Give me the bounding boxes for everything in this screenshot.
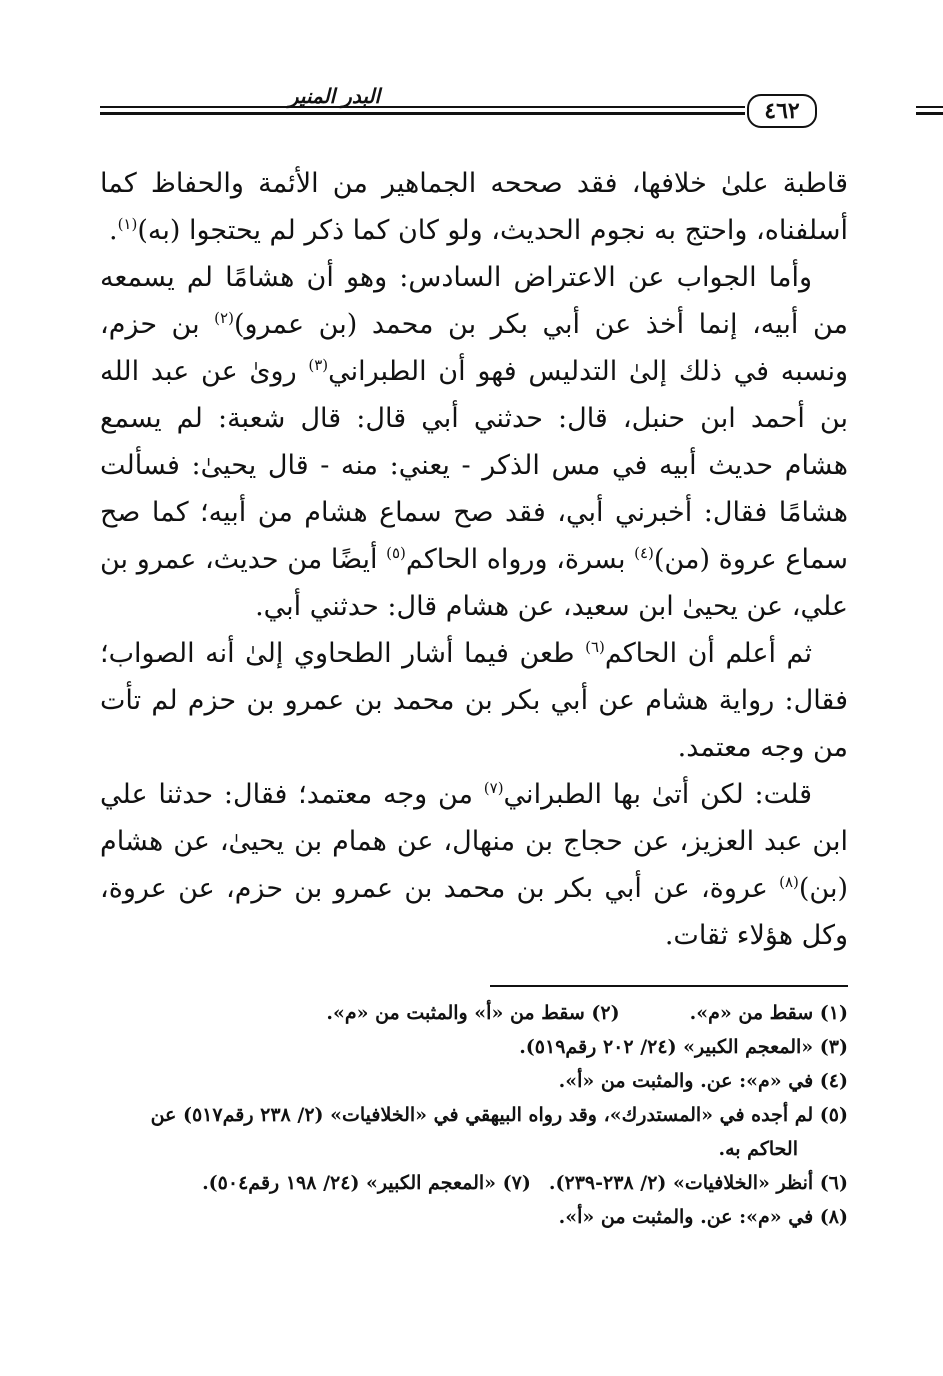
page-header [100,86,848,138]
footnote-row [100,1200,848,1234]
paragraph [100,254,848,630]
footnote-row [100,1030,848,1064]
paragraph-text: وأما الجواب عن الاعتراض السادس: وهو أن هشامًا لم يسمعه من أبيه، إنما أخذ عن أبي بكر بن محمد (بن عمرو) [100,262,848,340]
footnote: (٨) في «م»: عن. والمثبت من «أ». [558,1206,848,1228]
footnote-separator [490,985,848,987]
footnote: (٥) لم أجده في «المستدرك»، وقد رواه البيهقي في «الخلافيات» (٢/ ٢٣٨ رقم٥١٧) عن [150,1104,848,1126]
footnotes [100,996,848,1234]
paragraph-text: عروة، عن أبي بكر بن محمد بن عمرو بن حزم، عن عروة، وكل هؤلاء ثقات. [100,873,848,951]
paragraph-text: . [108,215,118,246]
paragraph-text: من وجه معتمد؛ فقال: حدثنا علي ابن عبد العزيز، عن حجاج بن منهال، عن همام بن يحيىٰ، عن هشام (بن) [100,779,848,904]
paragraph [100,160,848,254]
footnote-ref: (٧) [483,779,504,797]
page-number-badge [745,94,916,128]
paragraph [100,771,848,959]
footnote-ref: (١) [117,215,138,233]
footnote: (٣) «المعجم الكبير» (٢٤/ ٢٠٢ رقم٥١٩). [519,1036,848,1058]
footnote-ref: (٤) [634,544,654,562]
footnote-ref: (٥) [386,544,406,562]
paragraph-text: ثم أعلم أن الحاكم [604,638,812,669]
paragraph-text: طعن فيما أشار الطحاوي إلىٰ أنه الصواب؛ فقال: رواية هشام عن أبي بكر بن محمد بن عمرو بن حزم لم تأت من وجه معتمد. [100,638,848,763]
paragraph-text: روىٰ عن عبد الله بن أحمد ابن حنبل، قال: حدثني أبي قال: قال شعبة: لم يسمع هشام حديث أبيه في مس الذكر - يعني: منه - قال يحيىٰ: فسألت هشامًا فقال: أخبرني أبي، فقد صح سماع هشام من أبيه؛ كما صح سماع عروة (من) [100,356,848,575]
header-rule [916,112,943,115]
footnote: (٧) «المعجم الكبير» (٢٤/ ١٩٨ رقم٥٠٤). [202,1172,531,1194]
paragraph-text: بسرة، ورواه الحاكم [405,544,635,575]
footnote-continuation [100,1132,848,1166]
paragraph-text: قاطبة علىٰ خلافها، فقد صححه الجماهير من الأئمة والحفاظ كما أسلفناه، واحتج به نجوم الحديث، ولو كان كما ذكر لم يحتجوا (به) [100,168,848,246]
footnote: (٤) في «م»: عن. والمثبت من «أ». [558,1070,848,1092]
footnote-ref: (٣) [308,356,329,374]
footnote: (٦) أنظر «الخلافيات» (٢/ ٢٣٨-٢٣٩). [548,1172,848,1194]
footnote-ref: (٦) [585,638,605,656]
footnote: (١) سقط من «م». [689,1002,848,1024]
footnote: (٢) سقط من «أ» والمثبت من «م». [326,1002,620,1024]
main-text [100,160,848,959]
book-title: البدر المنير [288,84,380,108]
footnote: الحاكم به. [718,1138,798,1160]
paragraph-text: أيضًا من حديث، عمرو بن علي، عن يحيىٰ ابن سعيد، عن هشام قال: حدثني أبي. [100,544,848,622]
footnote-ref: (٨) [779,873,799,891]
page-number: ٤٦٢ [764,98,800,124]
footnote-ref: (٢) [214,309,234,327]
header-rule [916,106,943,108]
header-rule [100,112,745,115]
footnote-row [100,1166,848,1200]
footnote-row [100,1064,848,1098]
paragraph-text: بن حزم، ونسبه في ذلك إلىٰ التدليس فهو أن الطبراني [100,309,849,387]
footnote-row [100,996,848,1030]
paragraph-text: قلت: لكن أتىٰ بها الطبراني [503,779,812,810]
footnote-row [100,1098,848,1132]
paragraph [100,630,848,771]
